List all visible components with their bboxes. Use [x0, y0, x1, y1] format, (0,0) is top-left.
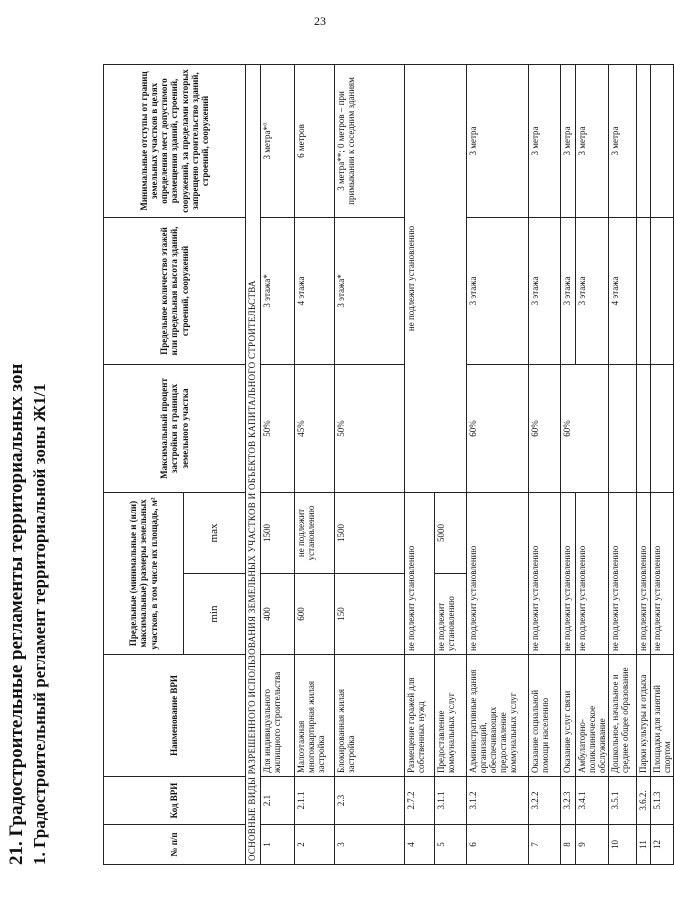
row-name: Площадки для занятий спортом — [651, 655, 674, 777]
header-number: № п/п — [104, 825, 246, 865]
row-max: 1500 — [261, 492, 295, 573]
row-setback: 3 метра*° — [261, 64, 295, 217]
row-min: 600 — [295, 574, 335, 655]
row-setback: 6 метров — [295, 64, 335, 217]
row-floors: 3 этажа — [467, 217, 529, 364]
header-setbacks: Минимальные отступы от границ земельных участков в целях определения мест допустимого размещения зданий, строений, сооружений, за пределами которых запрещено строительство зданий, строений, сооружений — [104, 64, 246, 217]
row-number: 4 — [405, 825, 435, 865]
row-name: Блокированная жилая застройка — [335, 655, 405, 777]
row-percent-empty — [609, 364, 637, 492]
row-plot-size: не подлежит установлению — [651, 492, 674, 654]
table-row — [609, 64, 637, 864]
section-heading: 21. Градостроительные регламенты территориальных зон — [6, 363, 27, 865]
row-number: 6 — [467, 825, 529, 865]
row-number: 3 — [335, 825, 405, 865]
row-name: Размещение гаражей для собственных нужд — [405, 655, 435, 777]
row-code: 3.2.2 — [529, 777, 561, 825]
row-code: 3.5.1 — [609, 777, 637, 825]
row-plot-size: не подлежит установлению — [467, 492, 529, 654]
row-min: 400 — [261, 574, 295, 655]
section-row: ОСНОВНЫЕ ВИДЫ РАЗРЕШЕННОГО ИСПОЛЬЗОВАНИЯ ЗЕМЕЛЬНЫХ УЧАСТКОВ И ОБЪЕКТОВ КАПИТАЛЬНОГО СТРОИТЕЛЬСТВА — [246, 64, 261, 864]
table-row — [295, 64, 335, 864]
row-setback-empty — [637, 64, 651, 217]
table-row — [651, 64, 674, 864]
row-setback-empty — [651, 64, 674, 217]
header-max: max — [184, 492, 246, 573]
row-number: 7 — [529, 825, 561, 865]
row-floors-empty — [637, 217, 651, 364]
row-max: 5000 — [435, 492, 467, 573]
row-setback: 3 метра — [609, 64, 637, 217]
row-number: 1 — [261, 825, 295, 865]
row-name: Дошкольное, начальное и среднее общее образование — [609, 655, 637, 777]
row-number: 5 — [435, 825, 467, 865]
row-floors: 3 этажа* — [261, 217, 295, 364]
row-code: 2.1 — [261, 777, 295, 825]
row-floors: 3 этажа* — [335, 217, 405, 364]
row-setback: 3 метра — [529, 64, 561, 217]
row-plot-size: не подлежит установлению — [405, 492, 435, 654]
row-plot-size: не подлежит установлению — [576, 492, 609, 654]
row-name: Оказание социальной помощи населению — [529, 655, 561, 777]
row-code: 2.3 — [335, 777, 405, 825]
header-code: Код ВРИ — [104, 777, 246, 825]
row-setback: 3 метра**; 0 метров – при примыкании к соседним зданиям — [335, 64, 405, 217]
header-plot-size: Предельные (минимальные и (или) максимальные) размеры земельных участков, в том числе их площадь, м² — [104, 492, 184, 654]
row-name: Амбулаторно-поликлиническое обслуживание — [576, 655, 609, 777]
table-row — [529, 64, 561, 864]
row-number: 9 — [576, 825, 609, 865]
row-name: Для индивидуального жилищного строительства — [261, 655, 295, 777]
row-floors-empty — [651, 217, 674, 364]
row-max: 1500 — [335, 492, 405, 573]
row-code: 2.7.2 — [405, 777, 435, 825]
row-name: Предоставление коммунальных услуг — [435, 655, 467, 777]
row-percent: 45% — [295, 364, 335, 492]
row-code: 3.4.1 — [576, 777, 609, 825]
row-floors: 3 этажа — [561, 217, 576, 364]
row-floors: 4 этажа — [609, 217, 637, 364]
row-unregulated: не подлежит установлению — [405, 64, 467, 492]
row-code: 3.1.1 — [435, 777, 467, 825]
row-number: 2 — [295, 825, 335, 865]
header-min: min — [184, 574, 246, 655]
row-code: 3.2.3 — [561, 777, 576, 825]
row-plot-size: не подлежит установлению — [529, 492, 561, 654]
row-number: 8 — [561, 825, 576, 865]
table-row — [261, 64, 295, 864]
row-max: не подлежит установлению — [295, 492, 335, 573]
row-name: Оказание услуг связи — [561, 655, 576, 777]
rotated-page-content — [0, 40, 673, 890]
row-floors: 3 этажа — [529, 217, 561, 364]
table-row — [561, 64, 576, 864]
row-name: Административные здания организаций, обеспечивающих предоставление коммунальных услуг — [467, 655, 529, 777]
row-floors: 4 этажа — [295, 217, 335, 364]
subsection-heading: 1. Градостроительный регламент территориальной зоны Ж1/1 — [30, 383, 49, 865]
row-plot-size: не подлежит установлению — [609, 492, 637, 654]
row-number: 10 — [609, 825, 637, 865]
row-code: 5.1.3 — [651, 777, 674, 825]
row-number: 12 — [651, 825, 674, 865]
row-percent: 60% — [529, 364, 561, 492]
table-row — [405, 64, 435, 864]
row-min: не подлежит установлению — [435, 574, 467, 655]
zone-regulation-table — [103, 64, 674, 865]
header-floors: Предельное количество этажей или предельная высота зданий, строений, сооружений — [104, 217, 246, 364]
row-setback: 3 метра — [576, 64, 609, 217]
row-floors: 3 этажа — [576, 217, 609, 364]
row-code: 3.6.2. — [637, 777, 651, 825]
header-max-percent: Максимальный процент застройки в границах земельного участка — [104, 364, 246, 492]
row-min: 150 — [335, 574, 405, 655]
row-setback: 3 метра — [561, 64, 576, 217]
row-percent: 50% — [335, 364, 405, 492]
page-number: 23 — [314, 14, 326, 28]
row-percent-shared: 60% — [561, 364, 609, 492]
table-row — [335, 64, 405, 864]
row-name: Парки культуры и отдыха — [637, 655, 651, 777]
row-percent-empty — [637, 364, 651, 492]
row-code: 2.1.1 — [295, 777, 335, 825]
row-code: 3.1.2 — [467, 777, 529, 825]
row-plot-size: не подлежит установлению — [561, 492, 576, 654]
header-name: Наименование ВРИ — [104, 655, 246, 777]
row-plot-size: не подлежит установлению — [637, 492, 651, 654]
row-percent-empty — [651, 364, 674, 492]
row-name: Малоэтажная многоквартирная жилая застройка — [295, 655, 335, 777]
row-number: 11 — [637, 825, 651, 865]
table-row — [467, 64, 529, 864]
row-setback: 3 метра — [467, 64, 529, 217]
table-row — [637, 64, 651, 864]
row-percent: 60% — [467, 364, 529, 492]
row-percent: 50% — [261, 364, 295, 492]
